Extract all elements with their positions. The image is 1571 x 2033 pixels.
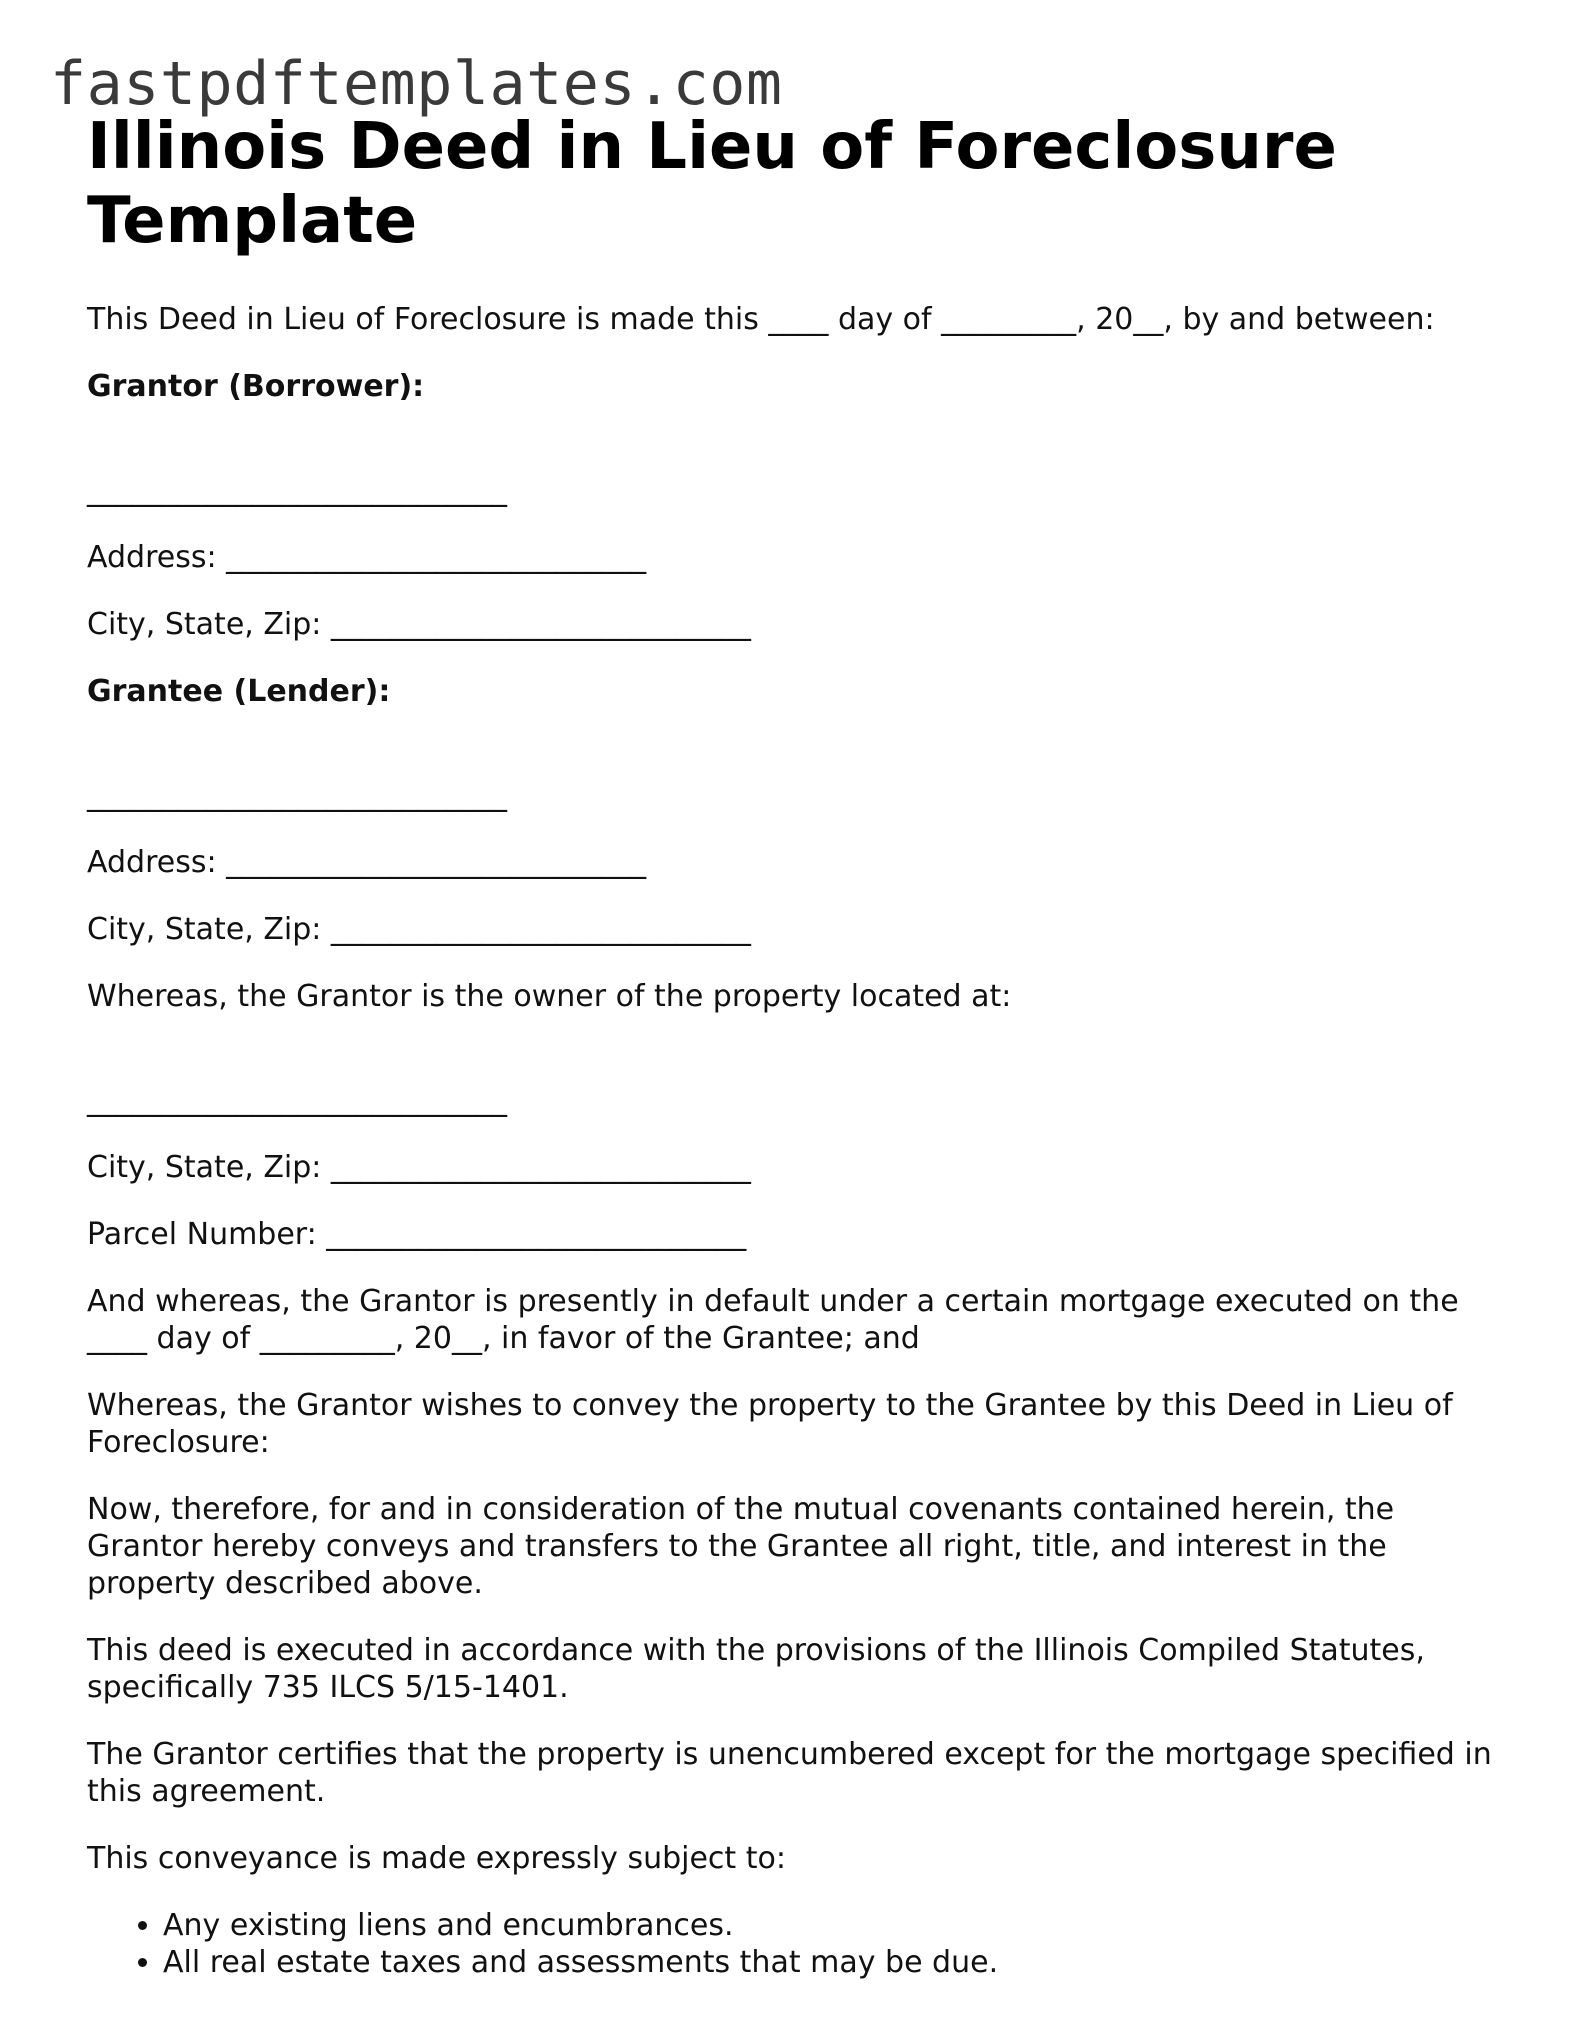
conveyance-paragraph: Now, therefore, for and in consideration of the mutual covenants contained herein, the Grantor hereby conveys and transfers to the Grantee all right, title, and interest in the property described above. bbox=[87, 1492, 1395, 1601]
grantor-city-state-zip: City, State, Zip: ____________________________ bbox=[87, 607, 751, 642]
property-whereas: Whereas, the Grantor is the owner of the property located at: bbox=[87, 979, 1012, 1014]
conditions-list bbox=[87, 1907, 1507, 1981]
certify-paragraph: The Grantor certifies that the property is unencumbered except for the mortgage specified in this agreement. bbox=[87, 1737, 1492, 1809]
property-address-line: ____________________________ bbox=[87, 1083, 507, 1118]
grantor-heading: Grantor (Borrower): bbox=[87, 369, 425, 404]
grantee-address: Address: ____________________________ bbox=[87, 845, 647, 880]
list-item: • All real estate taxes and assessments that may be due. bbox=[163, 1944, 1507, 1981]
grantee-name-line: ____________________________ bbox=[87, 778, 507, 813]
intro-paragraph: This Deed in Lieu of Foreclosure is made this ____ day of _________, 20__, by and between: bbox=[87, 302, 1435, 337]
document-body bbox=[87, 110, 1507, 1981]
grantee-city-state-zip: City, State, Zip: ____________________________ bbox=[87, 912, 751, 947]
document-title: Illinois Deed in Lieu of Foreclosure Template bbox=[87, 110, 1337, 258]
list-item: • Any existing liens and encumbrances. bbox=[163, 1907, 1507, 1944]
subject-to-paragraph: This conveyance is made expressly subject to: bbox=[87, 1841, 786, 1876]
statute-paragraph: This deed is executed in accordance with the provisions of the Illinois Compiled Statutes, specifically 735 ILCS 5/15-1401. bbox=[87, 1633, 1425, 1705]
property-city-state-zip: City, State, Zip: ____________________________ bbox=[87, 1150, 751, 1185]
parcel-number: Parcel Number: ____________________________ bbox=[87, 1217, 747, 1252]
site-watermark: fastpdftemplates.com bbox=[50, 49, 783, 119]
grantor-name-line: ____________________________ bbox=[87, 473, 507, 508]
grantor-address: Address: ____________________________ bbox=[87, 540, 647, 575]
default-paragraph: And whereas, the Grantor is presently in default under a certain mortgage executed on the ____ day of _________, 20__, in favor of the Grantee; and bbox=[87, 1284, 1459, 1356]
convey-wish-paragraph: Whereas, the Grantor wishes to convey the property to the Grantee by this Deed in Lieu of Foreclosure: bbox=[87, 1388, 1453, 1460]
grantee-heading: Grantee (Lender): bbox=[87, 674, 391, 709]
